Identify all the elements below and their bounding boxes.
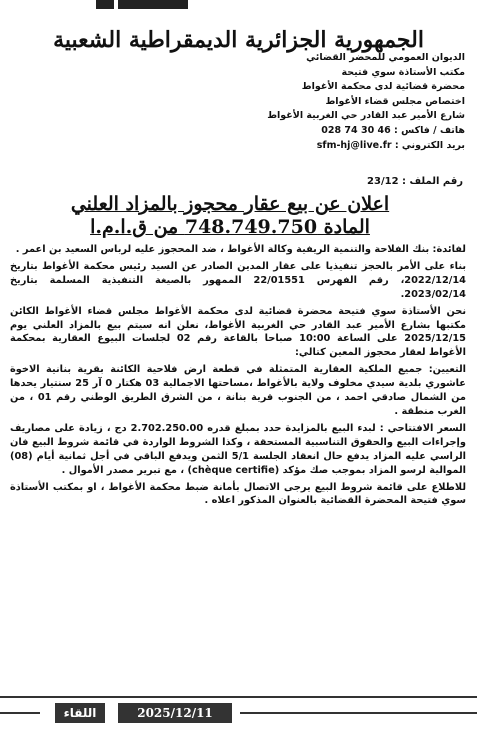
- office-email-row: [155, 139, 465, 154]
- office-line: اختصاص مجلس قضاء الأغواط: [325, 95, 465, 107]
- body-paragraph: للاطلاع على قائمة شروط البيع يرجى الاتصال بأمانة ضبط محكمة الأغواط ، او بمكتب الأستاذة سوي فتيحة المحضرة القضائية بالعنوان المذكور اعلاه .: [10, 481, 466, 507]
- notice-title: [20, 193, 440, 239]
- phone-number: 028 74 30 46: [321, 124, 391, 136]
- newspaper-name: اللقاء: [55, 703, 105, 723]
- body-paragraph: السعر الافتتاحي : لبدء البيع بالمزايدة حدد بمبلغ قدره 2.702.250.00 دج ، زيادة على مصاريف وإجراءات البيع والحقوق التناسبية المستحقة ، وكذا الشروط الواردة في قائمة شروط البيع فان الراسي عليه المزاد يدفع حال انعقاد الجلسة 5/1 الثمن ويدفع الباقي في أجل ثمانية أيام (08) الموالية لرسو المزاد بموجب صك مؤكد (chèque certifie) ، مع تبرير مصدر الأموال .: [10, 422, 466, 476]
- notice: [0, 9, 477, 709]
- body-paragraph: التعيين: جميع الملكية العقارية المتمثلة في قطعة ارض فلاحية الكائنة بقرية بنانية الاخوة عاشوري بلدية سيدي مخلوف ولاية بالأغواط ،مساحتها الاجمالية 03 هكتار 0 آر 25 سنتيار يحدها من الشمال صادقي احمد ، من الجنوب قرية بنانة ، من الشرق الطريق الوطني رقم 01 ، من الغرب منطقة .: [10, 364, 466, 417]
- email-address[interactable]: sfm-hj@live.fr: [316, 139, 392, 151]
- office-phone-row: [155, 124, 465, 139]
- phone-label: هاتف / فاكس :: [394, 124, 465, 136]
- publication-date: 2025/12/11: [118, 703, 232, 723]
- notice-title-line: المادة 748.749.750 من ق.ا.م.ا: [90, 216, 370, 238]
- body-paragraph: نحن الأستاذة سوي فتيحة محضرة قضائية لدى محكمة الأغواط مجلس قضاء الأغواط الكائن مكتبها بشارع الأمير عبد القادر حي الغربية الأغواط، نعلن انه سيتم بيع بالمزاد العلني يوم 2025/12/15 على الساعة 10:00 صباحا بالقاعة رقم 02 لجلسات البيوع العقارية بمحكمة الأغواط لعقار محجوز المعين كتالي:: [10, 305, 466, 359]
- republic-heading: الجمهورية الجزائرية الديمقراطية الشعبية: [53, 27, 424, 53]
- office-line: مكتب الأستاذة سوي فتيحة: [341, 66, 465, 78]
- email-label: بريد الكتروني :: [394, 139, 465, 151]
- footer-dash: [0, 712, 40, 714]
- file-reference: رقم الملف : 23/12: [367, 176, 463, 187]
- body-paragraph: لفائدة: بنك الفلاحة والتنمية الريفية وكالة الأغواط ، ضد المحجوز عليه لرباس السعيد بن اعمر .: [15, 244, 466, 255]
- notice-body: [10, 243, 466, 693]
- top-bar-block: [96, 0, 114, 9]
- footer-dash: [240, 712, 477, 714]
- body-paragraph: بناء على الأمر بالحجز تنفيذيا على عقار المدين الصادر عن السيد رئيس محكمة الأغواط بتاريخ 2022/12/14، رقم الفهرس 22/01551 الممهور بالصيغة التنفيذية المسلمة بتاريخ 2023/02/14.: [10, 260, 466, 300]
- office-line: محضرة قضائية لدى محكمة الأغواط: [301, 81, 465, 93]
- office-line: الديوان العمومي للمحضر القضائي: [306, 52, 465, 63]
- footer-divider: [0, 696, 477, 698]
- office-line: شارع الأمير عبد القادر حي الغربية الأغواط: [267, 110, 465, 122]
- notice-title-line: اعلان عن بيع عقار محجوز بالمزاد العلني: [70, 193, 390, 215]
- footer-bar: [0, 703, 477, 723]
- office-info: [155, 51, 465, 153]
- top-bar-block: [118, 0, 188, 9]
